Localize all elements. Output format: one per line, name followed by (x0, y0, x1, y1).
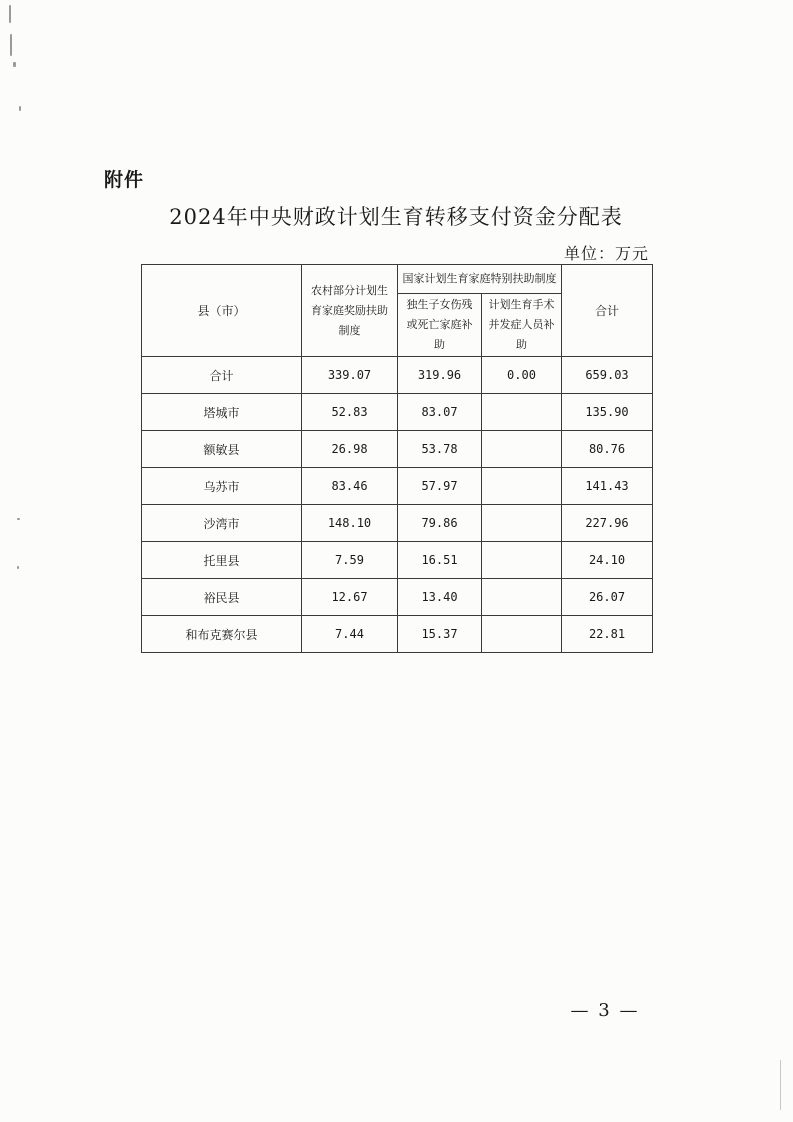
cell-county: 塔城市 (142, 394, 302, 431)
cell-county: 乌苏市 (142, 468, 302, 505)
scan-mark (17, 518, 20, 520)
page-number: — 3 — (570, 1000, 640, 1021)
table-row (142, 505, 653, 542)
cell-only-child: 57.97 (398, 468, 482, 505)
unit-label: 单位：万元 (563, 244, 649, 263)
cell-only-child: 15.37 (398, 616, 482, 653)
table-row (142, 357, 653, 394)
table-row (142, 616, 653, 653)
cell-rural: 26.98 (302, 431, 398, 468)
allocation-table (141, 264, 653, 653)
cell-surgery (482, 505, 562, 542)
cell-only-child: 83.07 (398, 394, 482, 431)
table-row (142, 431, 653, 468)
cell-rural: 52.83 (302, 394, 398, 431)
cell-rural: 7.59 (302, 542, 398, 579)
cell-only-child: 319.96 (398, 357, 482, 394)
table-row (142, 542, 653, 579)
cell-county: 和布克赛尔县 (142, 616, 302, 653)
cell-rural: 7.44 (302, 616, 398, 653)
cell-total: 141.43 (562, 468, 653, 505)
cell-county: 沙湾市 (142, 505, 302, 542)
cell-total: 227.96 (562, 505, 653, 542)
scan-mark (13, 62, 16, 67)
header-total: 合计 (562, 265, 653, 357)
cell-surgery (482, 542, 562, 579)
cell-county: 裕民县 (142, 579, 302, 616)
cell-only-child: 53.78 (398, 431, 482, 468)
cell-county: 额敏县 (142, 431, 302, 468)
header-only-child: 独生子女伤残或死亡家庭补助 (398, 294, 482, 357)
cell-only-child: 13.40 (398, 579, 482, 616)
cell-surgery (482, 579, 562, 616)
header-rural-reward: 农村部分计划生育家庭奖励扶助制度 (302, 265, 398, 357)
cell-total: 24.10 (562, 542, 653, 579)
cell-surgery (482, 431, 562, 468)
cell-surgery (482, 616, 562, 653)
header-county: 县（市） (142, 265, 302, 357)
table-row (142, 468, 653, 505)
cell-surgery (482, 394, 562, 431)
header-surgery: 计划生育手术并发症人员补助 (482, 294, 562, 357)
cell-only-child: 79.86 (398, 505, 482, 542)
cell-rural: 339.07 (302, 357, 398, 394)
attachment-label: 附件 (104, 169, 145, 191)
cell-total: 22.81 (562, 616, 653, 653)
cell-total: 26.07 (562, 579, 653, 616)
scan-mark (19, 106, 21, 111)
cell-county: 托里县 (142, 542, 302, 579)
cell-county: 合计 (142, 357, 302, 394)
cell-total: 135.90 (562, 394, 653, 431)
header-special-support: 国家计划生育家庭特别扶助制度 (398, 265, 562, 294)
scan-mark (780, 1060, 781, 1110)
cell-total: 659.03 (562, 357, 653, 394)
document-title: 2024年中央财政计划生育转移支付资金分配表 (169, 205, 623, 229)
cell-rural: 148.10 (302, 505, 398, 542)
scan-mark (10, 34, 12, 56)
cell-only-child: 16.51 (398, 542, 482, 579)
table-row (142, 394, 653, 431)
cell-rural: 12.67 (302, 579, 398, 616)
cell-rural: 83.46 (302, 468, 398, 505)
cell-surgery: 0.00 (482, 357, 562, 394)
cell-surgery (482, 468, 562, 505)
scan-mark (17, 566, 19, 569)
cell-total: 80.76 (562, 431, 653, 468)
table-row (142, 579, 653, 616)
scan-mark (9, 5, 11, 23)
